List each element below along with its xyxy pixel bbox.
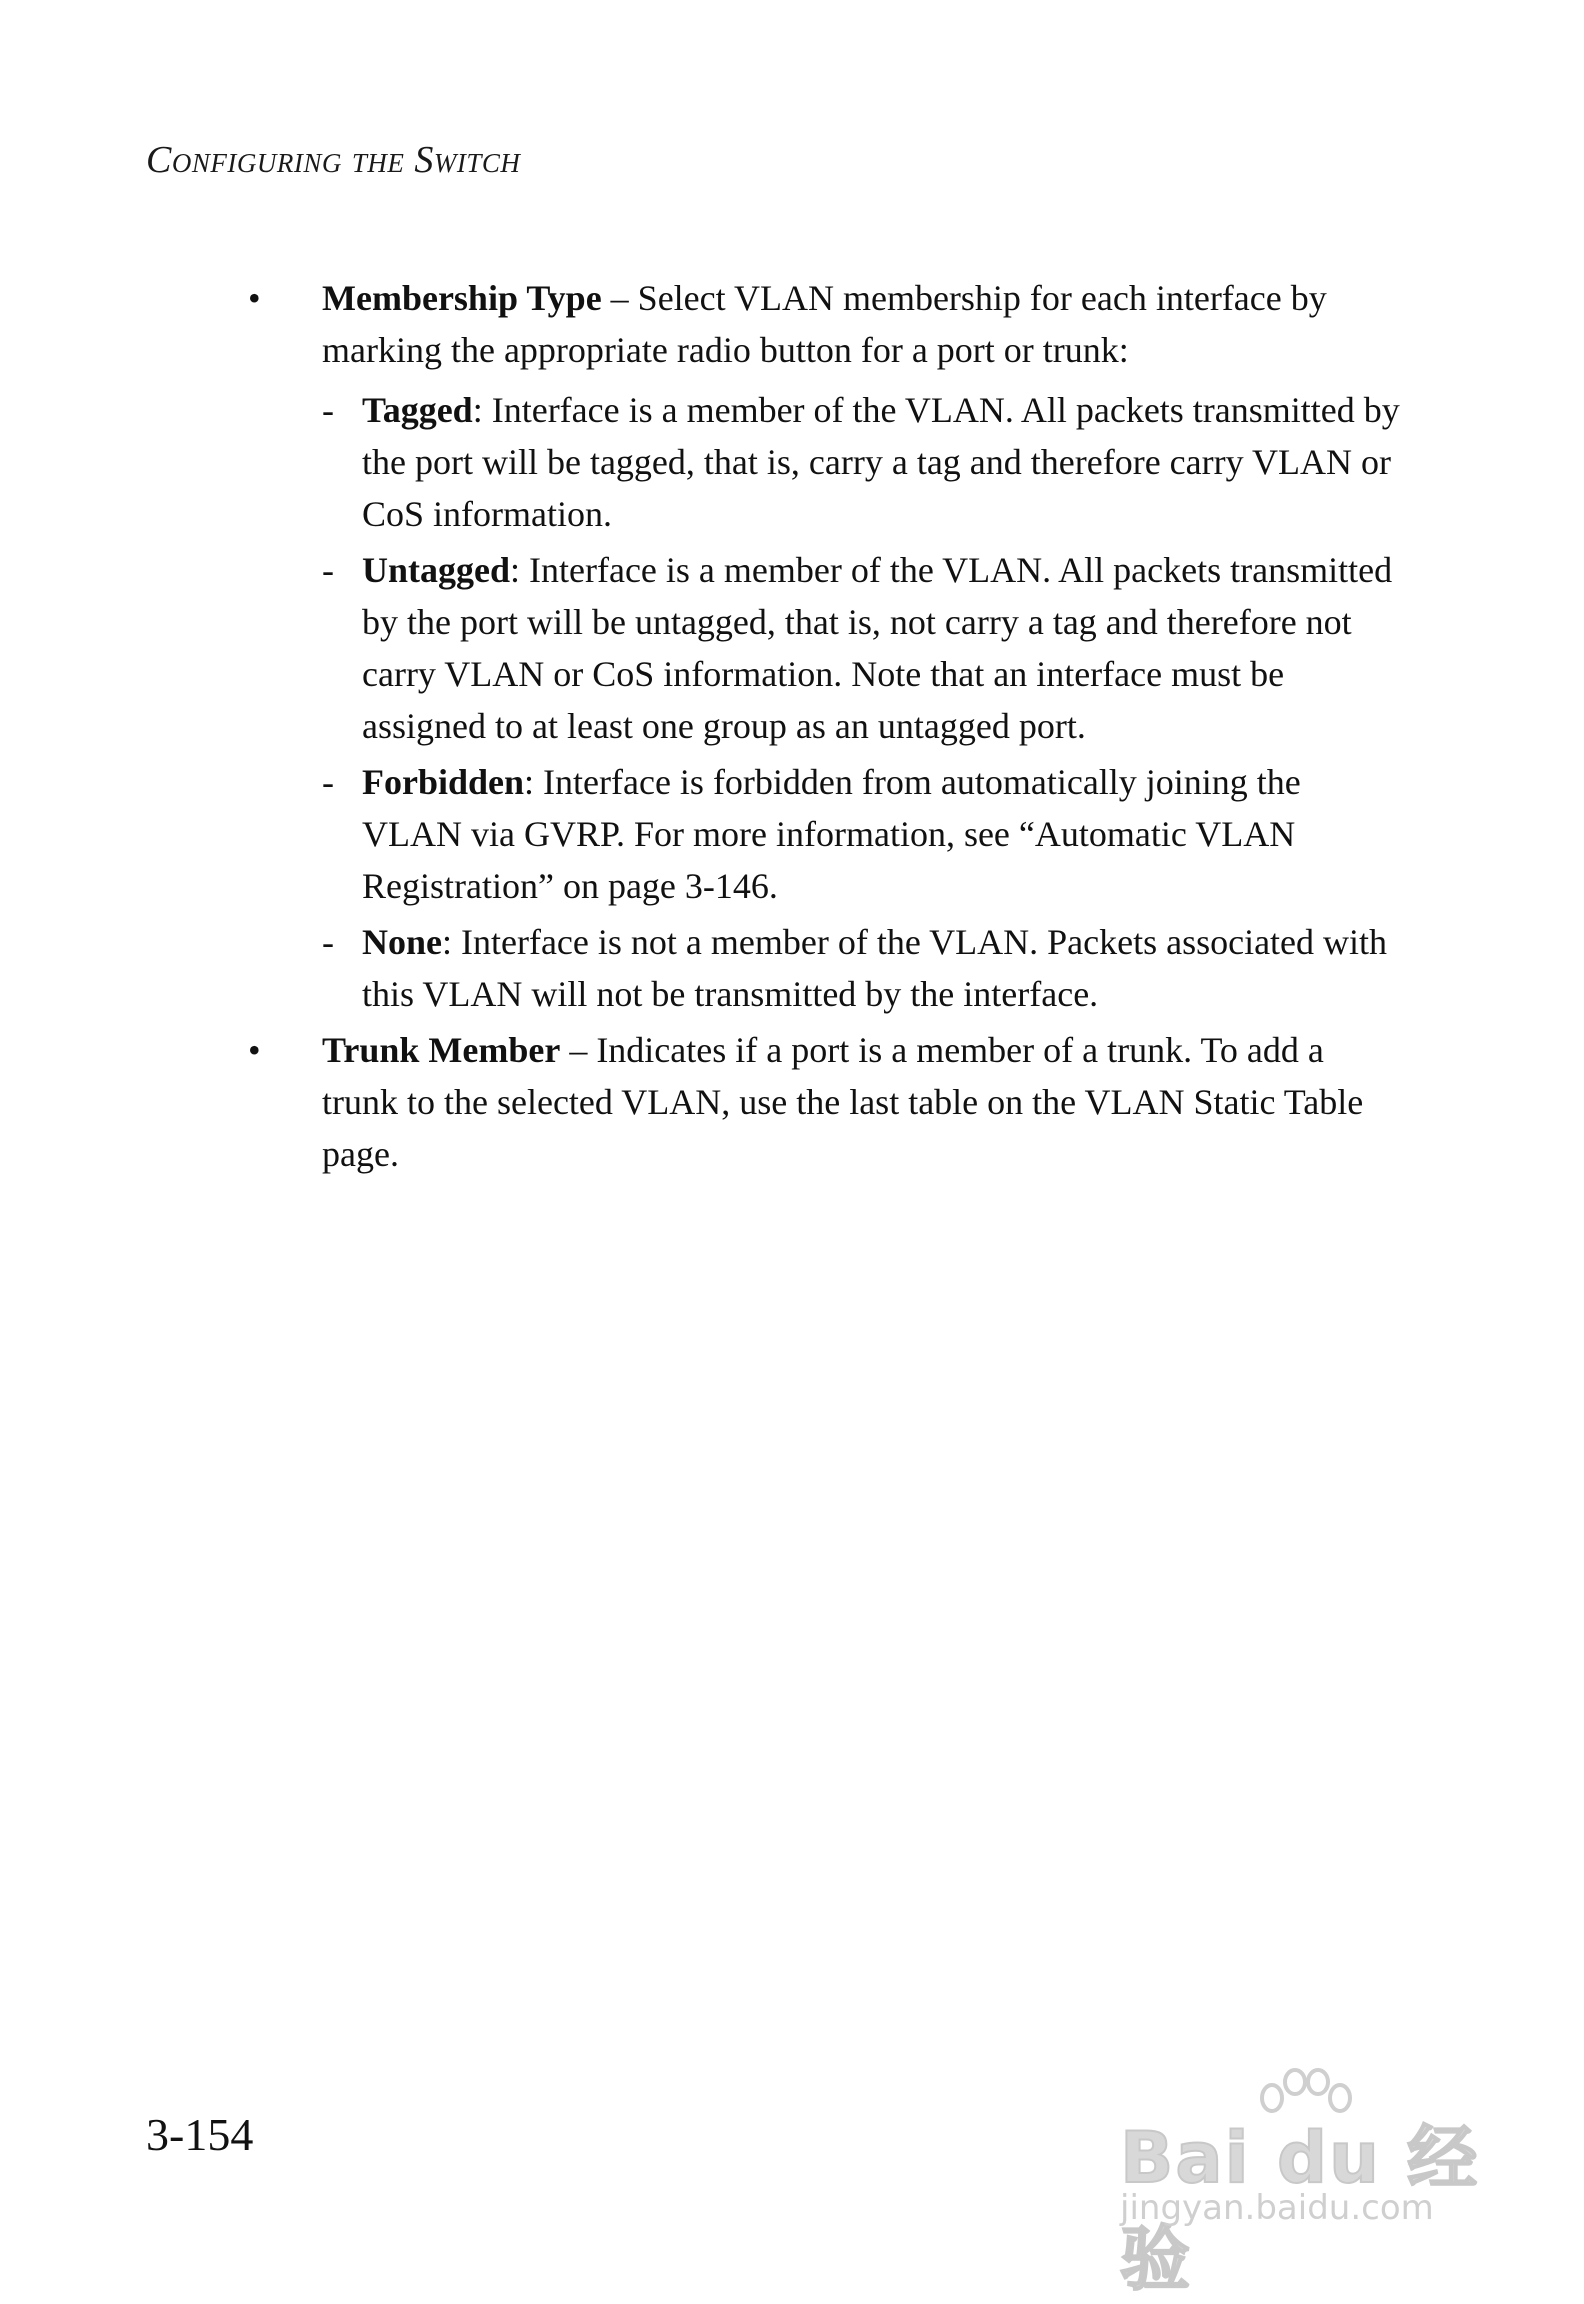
term-forbidden: Forbidden xyxy=(362,762,525,802)
bullet-mark: • xyxy=(248,278,261,318)
option-forbidden xyxy=(322,756,1408,912)
dash-mark: - xyxy=(322,762,334,802)
dash-mark: - xyxy=(322,550,334,590)
watermark-brand: Bai du 经验 xyxy=(1120,2117,1480,2300)
term-none: None xyxy=(362,922,442,962)
dash-mark: - xyxy=(322,922,334,962)
forbidden-description: : Interface is forbidden from automatically joining the VLAN via GVRP. For more information, see “Automatic VLAN Registration” on page 3-146. xyxy=(362,762,1301,906)
membership-type-description: – Select VLAN membership for each interface by marking the appropriate radio button for a port or trunk: xyxy=(322,278,1327,370)
page-number: 3-154 xyxy=(146,2109,254,2160)
tagged-description: : Interface is a member of the VLAN. All packets transmitted by the port will be tagged, that is, carry a tag and therefore carry VLAN or CoS information. xyxy=(362,390,1400,534)
trunk-member-description: – Indicates if a port is a member of a trunk. To add a trunk to the selected VLAN, use the last table on the VLAN Static Table page. xyxy=(322,1030,1364,1174)
untagged-description: : Interface is a member of the VLAN. All packets transmitted by the port will be untagged, that is, not carry a tag and therefore not carry VLAN or CoS information. Note that an interface must be assigned to at least one group as an untagged port. xyxy=(362,550,1393,746)
none-description: : Interface is not a member of the VLAN. Packets associated with this VLAN will not be transmitted by the interface. xyxy=(362,922,1388,1014)
membership-options-list xyxy=(322,384,1408,1020)
dash-mark: - xyxy=(322,390,334,430)
page-body xyxy=(248,272,1408,1184)
bullet-trunk-member xyxy=(248,1024,1408,1180)
option-untagged xyxy=(322,544,1408,752)
option-tagged xyxy=(322,384,1408,540)
option-none xyxy=(322,916,1408,1020)
baidu-watermark xyxy=(1120,2068,1490,2300)
bullet-membership-type xyxy=(248,272,1408,1020)
term-trunk-member: Trunk Member xyxy=(322,1030,561,1070)
term-tagged: Tagged xyxy=(362,390,473,430)
term-untagged: Untagged xyxy=(362,550,511,590)
bullet-mark: • xyxy=(248,1030,261,1070)
watermark-url: jingyan.baidu.com xyxy=(1120,2188,1434,2228)
term-membership-type: Membership Type xyxy=(322,278,602,318)
running-header: Configuring the Switch xyxy=(146,139,521,181)
